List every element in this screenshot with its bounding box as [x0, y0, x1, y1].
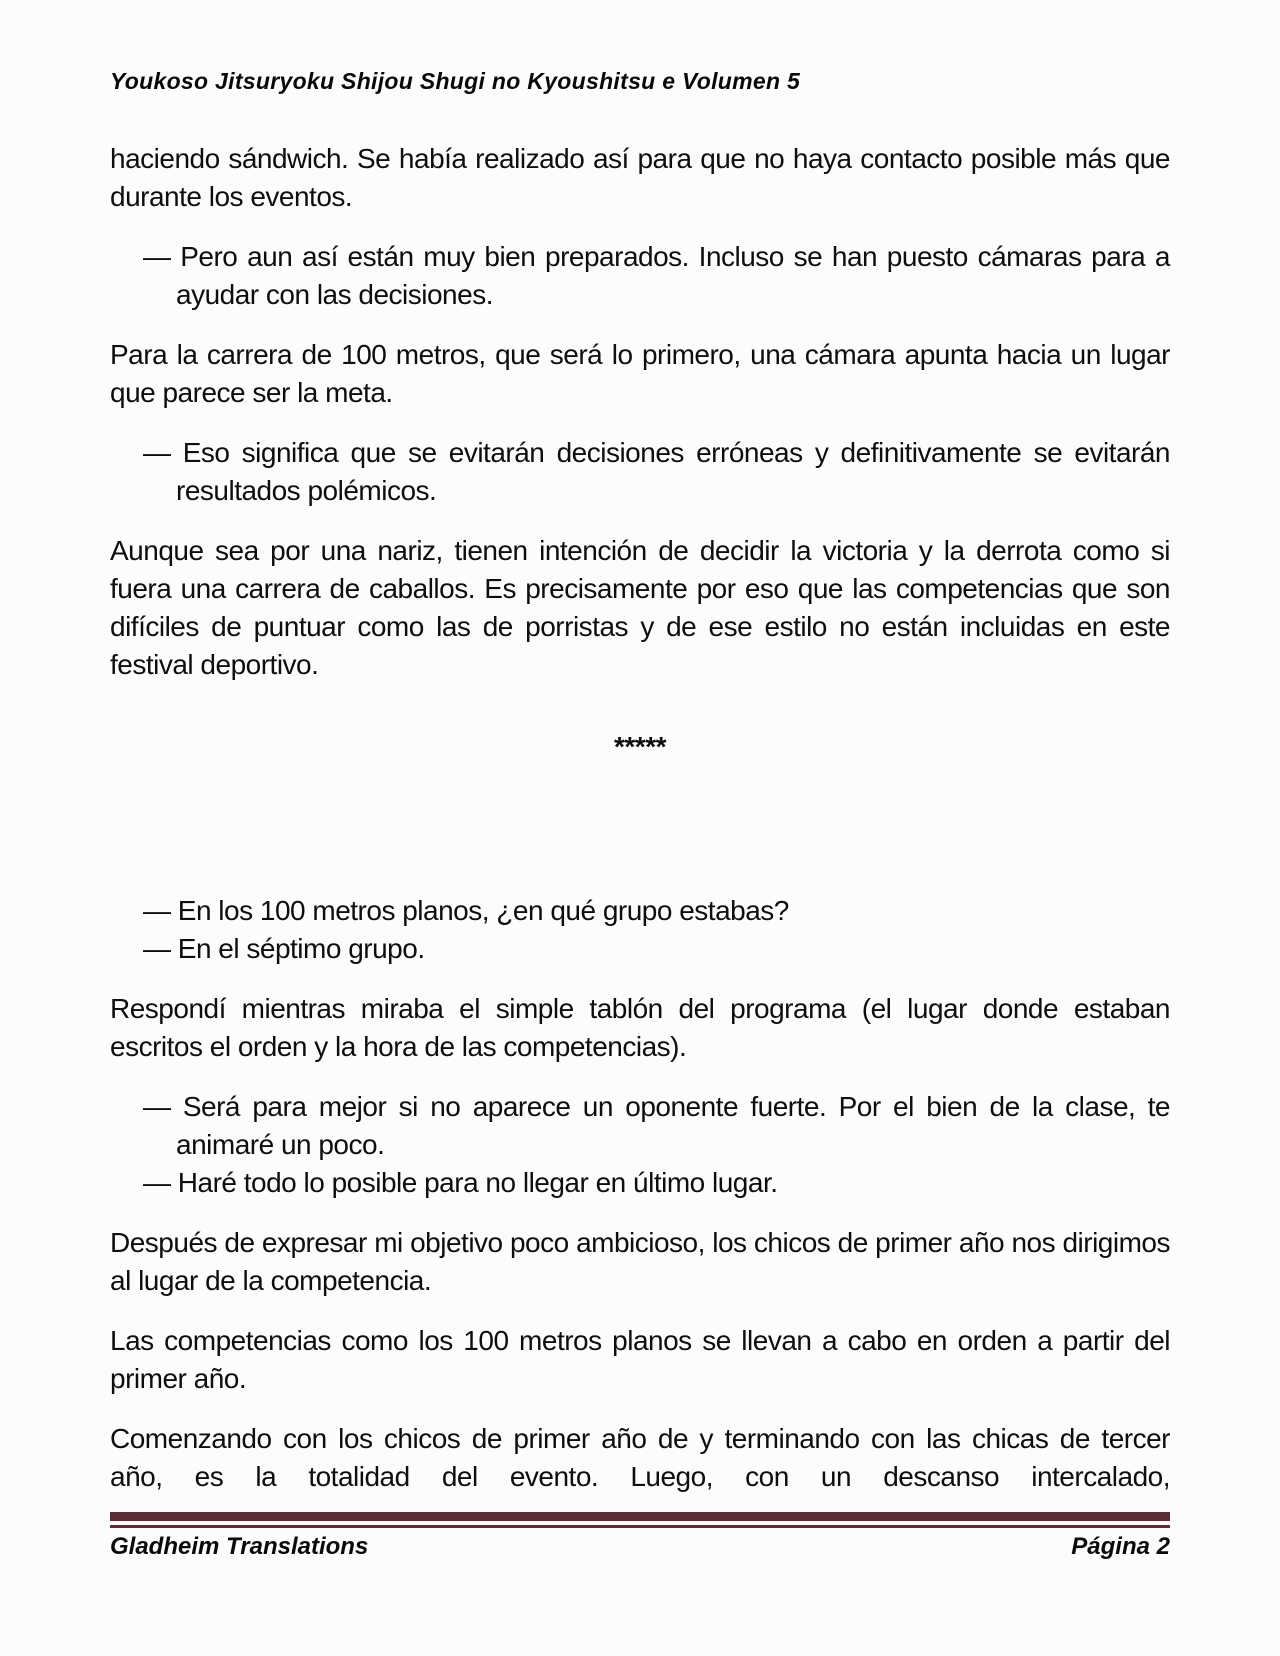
body-paragraph: Comenzando con los chicos de primer año de y terminando con las chicas de tercer año, es la totalidad del evento. Luego, con un descanso intercalado, [110, 1423, 1170, 1492]
footer-rule-thick [110, 1512, 1170, 1521]
footer-rule-thin [110, 1525, 1170, 1528]
body-paragraph: Las competencias como los 100 metros planos se llevan a cabo en orden a partir del primer año. [110, 1325, 1170, 1394]
page-header-title: Youkoso Jitsuryoku Shijou Shugi no Kyoushitsu e Volumen 5 [110, 68, 801, 94]
body-paragraph: Respondí mientras miraba el simple tablón del programa (el lugar donde estaban escritos el orden y la hora de las competencias). [110, 993, 1170, 1062]
footer-text-row [110, 1533, 1170, 1561]
body-paragraph: Para la carrera de 100 metros, que será lo primero, una cámara apunta hacia un lugar que parece ser la meta. [110, 339, 1170, 408]
footer-translator-credit: Gladheim Translations [110, 1533, 369, 1560]
scene-separator: ***** [614, 731, 666, 762]
body-paragraph: haciendo sándwich. Se había realizado así para que no haya contacto posible más que durante los eventos. [110, 143, 1170, 212]
dialogue-line: — Eso significa que se evitarán decisiones erróneas y definitivamente se evitarán resultados polémicos. [143, 437, 1170, 506]
dialogue-line: — En el séptimo grupo. [143, 933, 425, 964]
dialogue-line: — Haré todo lo posible para no llegar en último lugar. [143, 1167, 778, 1198]
dialogue-line: — Pero aun así están muy bien preparados. Incluso se han puesto cámaras para a ayudar con las decisiones. [143, 241, 1170, 310]
body-paragraph: Aunque sea por una nariz, tienen intención de decidir la victoria y la derrota como si fuera una carrera de caballos. Es precisamente por eso que las competencias que son difíciles de puntuar como las de porristas y de ese estilo no están incluidas en este festival deportivo. [110, 535, 1170, 680]
body-text [110, 140, 1170, 1496]
body-paragraph: Después de expresar mi objetivo poco ambicioso, los chicos de primer año nos dirigimos al lugar de la competencia. [110, 1227, 1170, 1296]
page-footer [110, 1512, 1170, 1561]
dialogue-line: — Será para mejor si no aparece un oponente fuerte. Por el bien de la clase, te animaré un poco. [143, 1091, 1170, 1160]
dialogue-line: — En los 100 metros planos, ¿en qué grupo estabas? [143, 895, 789, 926]
footer-page-number: Página 2 [1071, 1533, 1170, 1560]
